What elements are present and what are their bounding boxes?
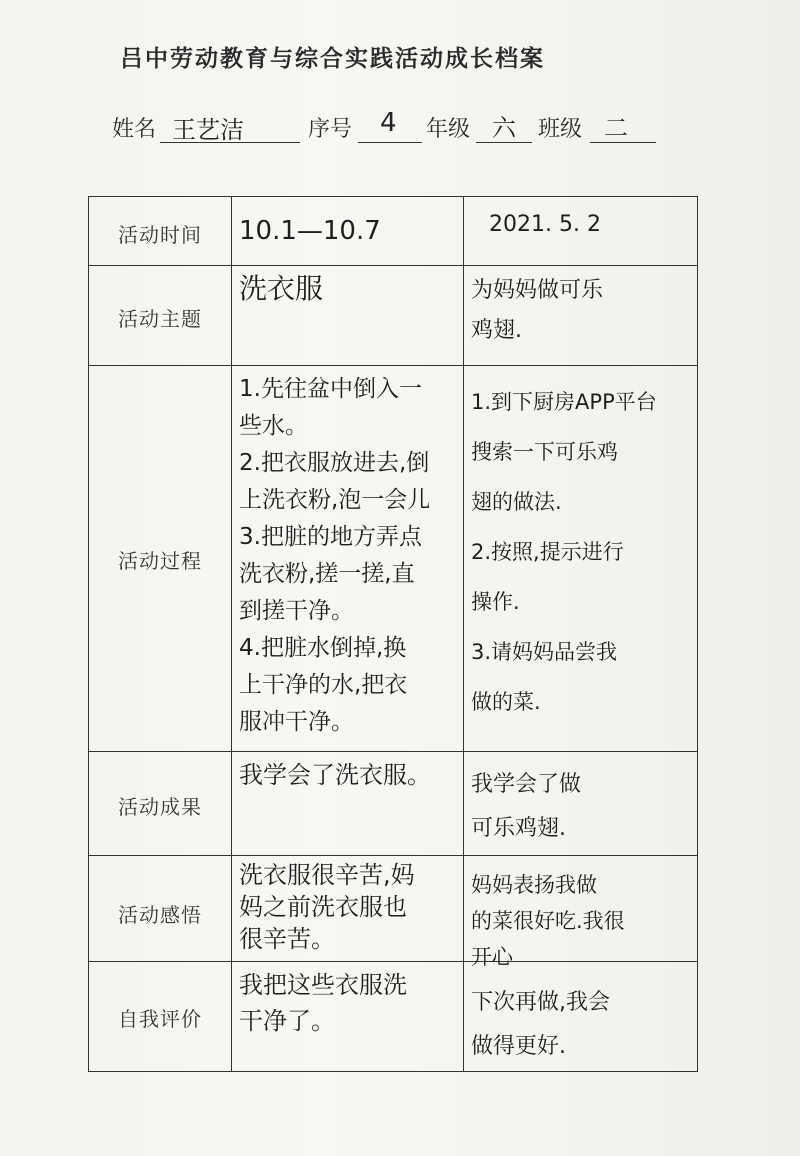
row-label-result: 活动成果 [118, 795, 202, 819]
grade-label: 年级 [426, 117, 471, 142]
row-label-theme: 活动主题 [118, 307, 202, 331]
row-divider [89, 265, 697, 266]
time-date: 2021. 5. 2 [489, 212, 601, 237]
column-divider [231, 197, 232, 1071]
class-label: 班级 [538, 117, 583, 142]
column-divider [463, 197, 464, 1071]
result-other: 我学会了做 可乐鸡翅. [471, 772, 582, 841]
activity-table [88, 196, 698, 1072]
row-label-self-evaluation: 自我评价 [118, 1007, 202, 1031]
row-label-reflection: 活动感悟 [118, 903, 202, 927]
class-value: 二 [604, 114, 628, 142]
grade-value: 六 [492, 114, 516, 142]
process-other: 1.到下厨房APP平台 搜索一下可乐鸡 翅的做法. 2.按照,提示进行 操作. 3.请妈妈品尝我 做的菜. [471, 390, 657, 714]
reflection-own: 洗衣服很辛苦,妈 妈之前洗衣服也 很辛苦。 [239, 861, 415, 953]
seq-value: 4 [380, 108, 397, 138]
process-own: 1.先往盆中倒入一 些水。 2.把衣服放进去,倒 上洗衣粉,泡一会儿 3.把脏的地方弄点 洗衣粉,搓一搓,直 到搓干净。 4.把脏水倒掉,换 上干净的水,把衣 服冲干净。 [239, 376, 431, 735]
row-label-time: 活动时间 [118, 223, 202, 247]
row-label-process: 活动过程 [118, 549, 202, 573]
evaluation-other: 下次再做,我会 做得更好. [471, 990, 610, 1059]
row-divider [89, 855, 697, 856]
student-info-line [112, 108, 672, 148]
name-value: 王艺洁 [172, 116, 244, 144]
theme-other: 为妈妈做可乐 鸡翅. [471, 278, 604, 343]
time-own: 10.1—10.7 [239, 216, 381, 246]
page-title: 吕中劳动教育与综合实践活动成长档案 [120, 45, 545, 72]
theme-own: 洗衣服 [239, 272, 324, 305]
reflection-other: 妈妈表扬我做 的菜很好吃.我很 开心 [471, 873, 625, 969]
evaluation-own: 我把这些衣服洗 干净了。 [239, 971, 407, 1035]
row-divider [89, 365, 697, 366]
result-own: 我学会了洗衣服。 [239, 761, 431, 789]
name-label: 姓名 [112, 117, 157, 142]
seq-label: 序号 [308, 117, 353, 142]
row-divider [89, 751, 697, 752]
